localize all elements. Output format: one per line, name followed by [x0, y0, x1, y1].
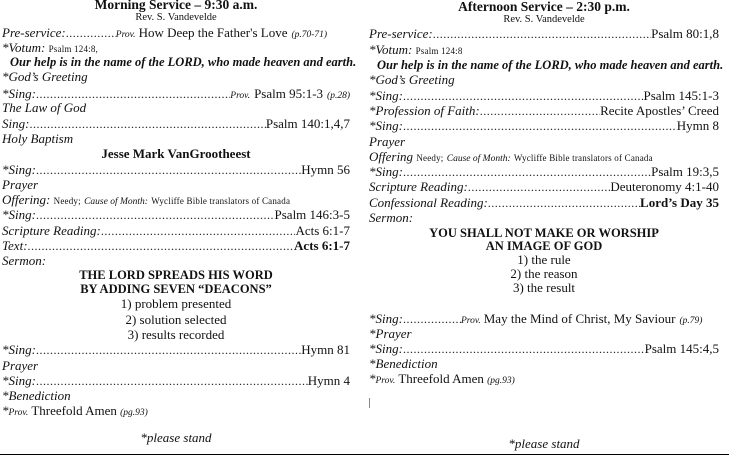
- morning-text-row: Text: ..... Acts 6:1-7: [2, 238, 350, 254]
- sermon-point: 3) results recorded: [127, 327, 225, 342]
- morning-offering-row: Offering: Needy; Cause of Month: Wycliffe Bible translators of Canada: [2, 192, 291, 207]
- please-stand-note: *please stand: [140, 430, 212, 445]
- please-stand-note: *please stand: [508, 436, 580, 451]
- sermon-title-line1: THE LORD SPREADS HIS WORD: [79, 268, 273, 282]
- afternoon-faith-row: *Profession of Faith: ..... Recite Apostles’ Creed: [369, 103, 719, 119]
- cursor-mark: [369, 398, 370, 408]
- sermon-title-line2: BY ADDING SEVEN “DEACONS”: [80, 282, 272, 296]
- afternoon-offering-row: Offering Needy; Cause of Month: Wycliffe Bible translators of Canada: [369, 149, 653, 164]
- sermon-point: 2) solution selected: [125, 312, 227, 327]
- sermon-label: Sermon:: [2, 253, 47, 268]
- morning-sing1-row: *Sing: ..... Prov. Psalm 95:1-3 (p.28): [2, 86, 350, 102]
- gods-greeting: *God’s Greeting: [369, 72, 455, 87]
- votum-ref: Psalm 124:8,: [48, 44, 98, 54]
- morning-sing5-row: *Sing: ..... Hymn 81: [2, 342, 350, 358]
- afternoon-amen-row: *Prov. Threefold Amen (pg.93): [369, 371, 515, 386]
- prayer: Prayer: [2, 177, 39, 192]
- afternoon-minister: Rev. S. Vandevelde: [503, 14, 585, 25]
- prayer: Prayer: [2, 358, 39, 373]
- sermon-title-line2: AN IMAGE OF GOD: [485, 239, 603, 253]
- baptism-name: Jesse Mark VanGrootheest: [101, 146, 251, 161]
- sermon-point: 1) the rule: [517, 252, 571, 267]
- preservice-prov: Prov.: [115, 30, 136, 40]
- afternoon-sing5-row: *Sing: ..... Psalm 145:4,5: [369, 341, 719, 357]
- preservice-page: (p.70-71): [291, 30, 328, 40]
- prayer: *Prayer: [369, 326, 412, 341]
- benediction: *Benediction: [2, 388, 71, 403]
- morning-scripture-row: Scripture Reading: ..... Acts 6:1-7: [2, 223, 350, 239]
- preservice-label: Pre-service:: [2, 25, 66, 40]
- gods-greeting: *God’s Greeting: [2, 69, 88, 84]
- morning-title: Morning Service – 9:30 a.m.: [94, 0, 258, 12]
- prayer: Prayer: [369, 134, 406, 149]
- sermon-point: 3) the result: [512, 280, 576, 295]
- votum-label: *Votum:: [2, 40, 46, 55]
- afternoon-sing3-row: *Sing: ..... Psalm 19:3,5: [369, 164, 719, 180]
- afternoon-preservice-row: Pre-service: ..... Psalm 80:1,8: [369, 26, 719, 42]
- afternoon-votum-row: *Votum: Psalm 124:8: [369, 42, 463, 57]
- law-of-god: The Law of God: [2, 100, 87, 115]
- votum-text: Our help is in the name of the LORD, who made heaven and earth.: [377, 58, 724, 72]
- preservice-value: How Deep the Father's Love: [138, 25, 288, 40]
- benediction: *Benediction: [369, 356, 438, 371]
- morning-minister: Rev. S. Vandevelde: [135, 12, 217, 23]
- morning-amen-row: *Prov. Threefold Amen (pg.93): [2, 403, 148, 418]
- afternoon-sing1-row: *Sing: ..... Psalm 145:1-3: [369, 88, 719, 104]
- sermon-point: 1) problem presented: [120, 296, 232, 311]
- morning-sing4-row: *Sing: ..... Psalm 146:3-5: [2, 207, 350, 223]
- morning-sing6-row: *Sing: ..... Hymn 4: [2, 373, 350, 389]
- afternoon-scripture-row: Scripture Reading: ..... Deuteronomy 4:1-40: [369, 179, 719, 195]
- sermon-title-line1: YOU SHALL NOT MAKE OR WORSHIP: [429, 226, 659, 240]
- votum-text: Our help is in the name of the LORD, who made heaven and earth.: [10, 55, 357, 69]
- morning-sing3-row: *Sing: ..... Hymn 56: [2, 162, 350, 178]
- afternoon-title: Afternoon Service – 2:30 p.m.: [458, 0, 630, 14]
- morning-sing2-row: Sing: ..... Psalm 140:1,4,7: [2, 116, 350, 132]
- sermon-label: Sermon:: [369, 210, 414, 225]
- sermon-point: 2) the reason: [510, 266, 578, 281]
- morning-preservice-row: [2, 25, 350, 41]
- afternoon-sing2-row: *Sing: ..... Hymn 8: [369, 118, 719, 134]
- bottom-rule: [0, 454, 729, 455]
- holy-baptism: Holy Baptism: [2, 131, 74, 146]
- afternoon-confessional-row: Confessional Reading: ..... Lord’s Day 35: [369, 195, 719, 211]
- afternoon-sing4-row: *Sing: ..... Prov. May the Mind of Christ, My Saviour (p.79): [369, 311, 719, 327]
